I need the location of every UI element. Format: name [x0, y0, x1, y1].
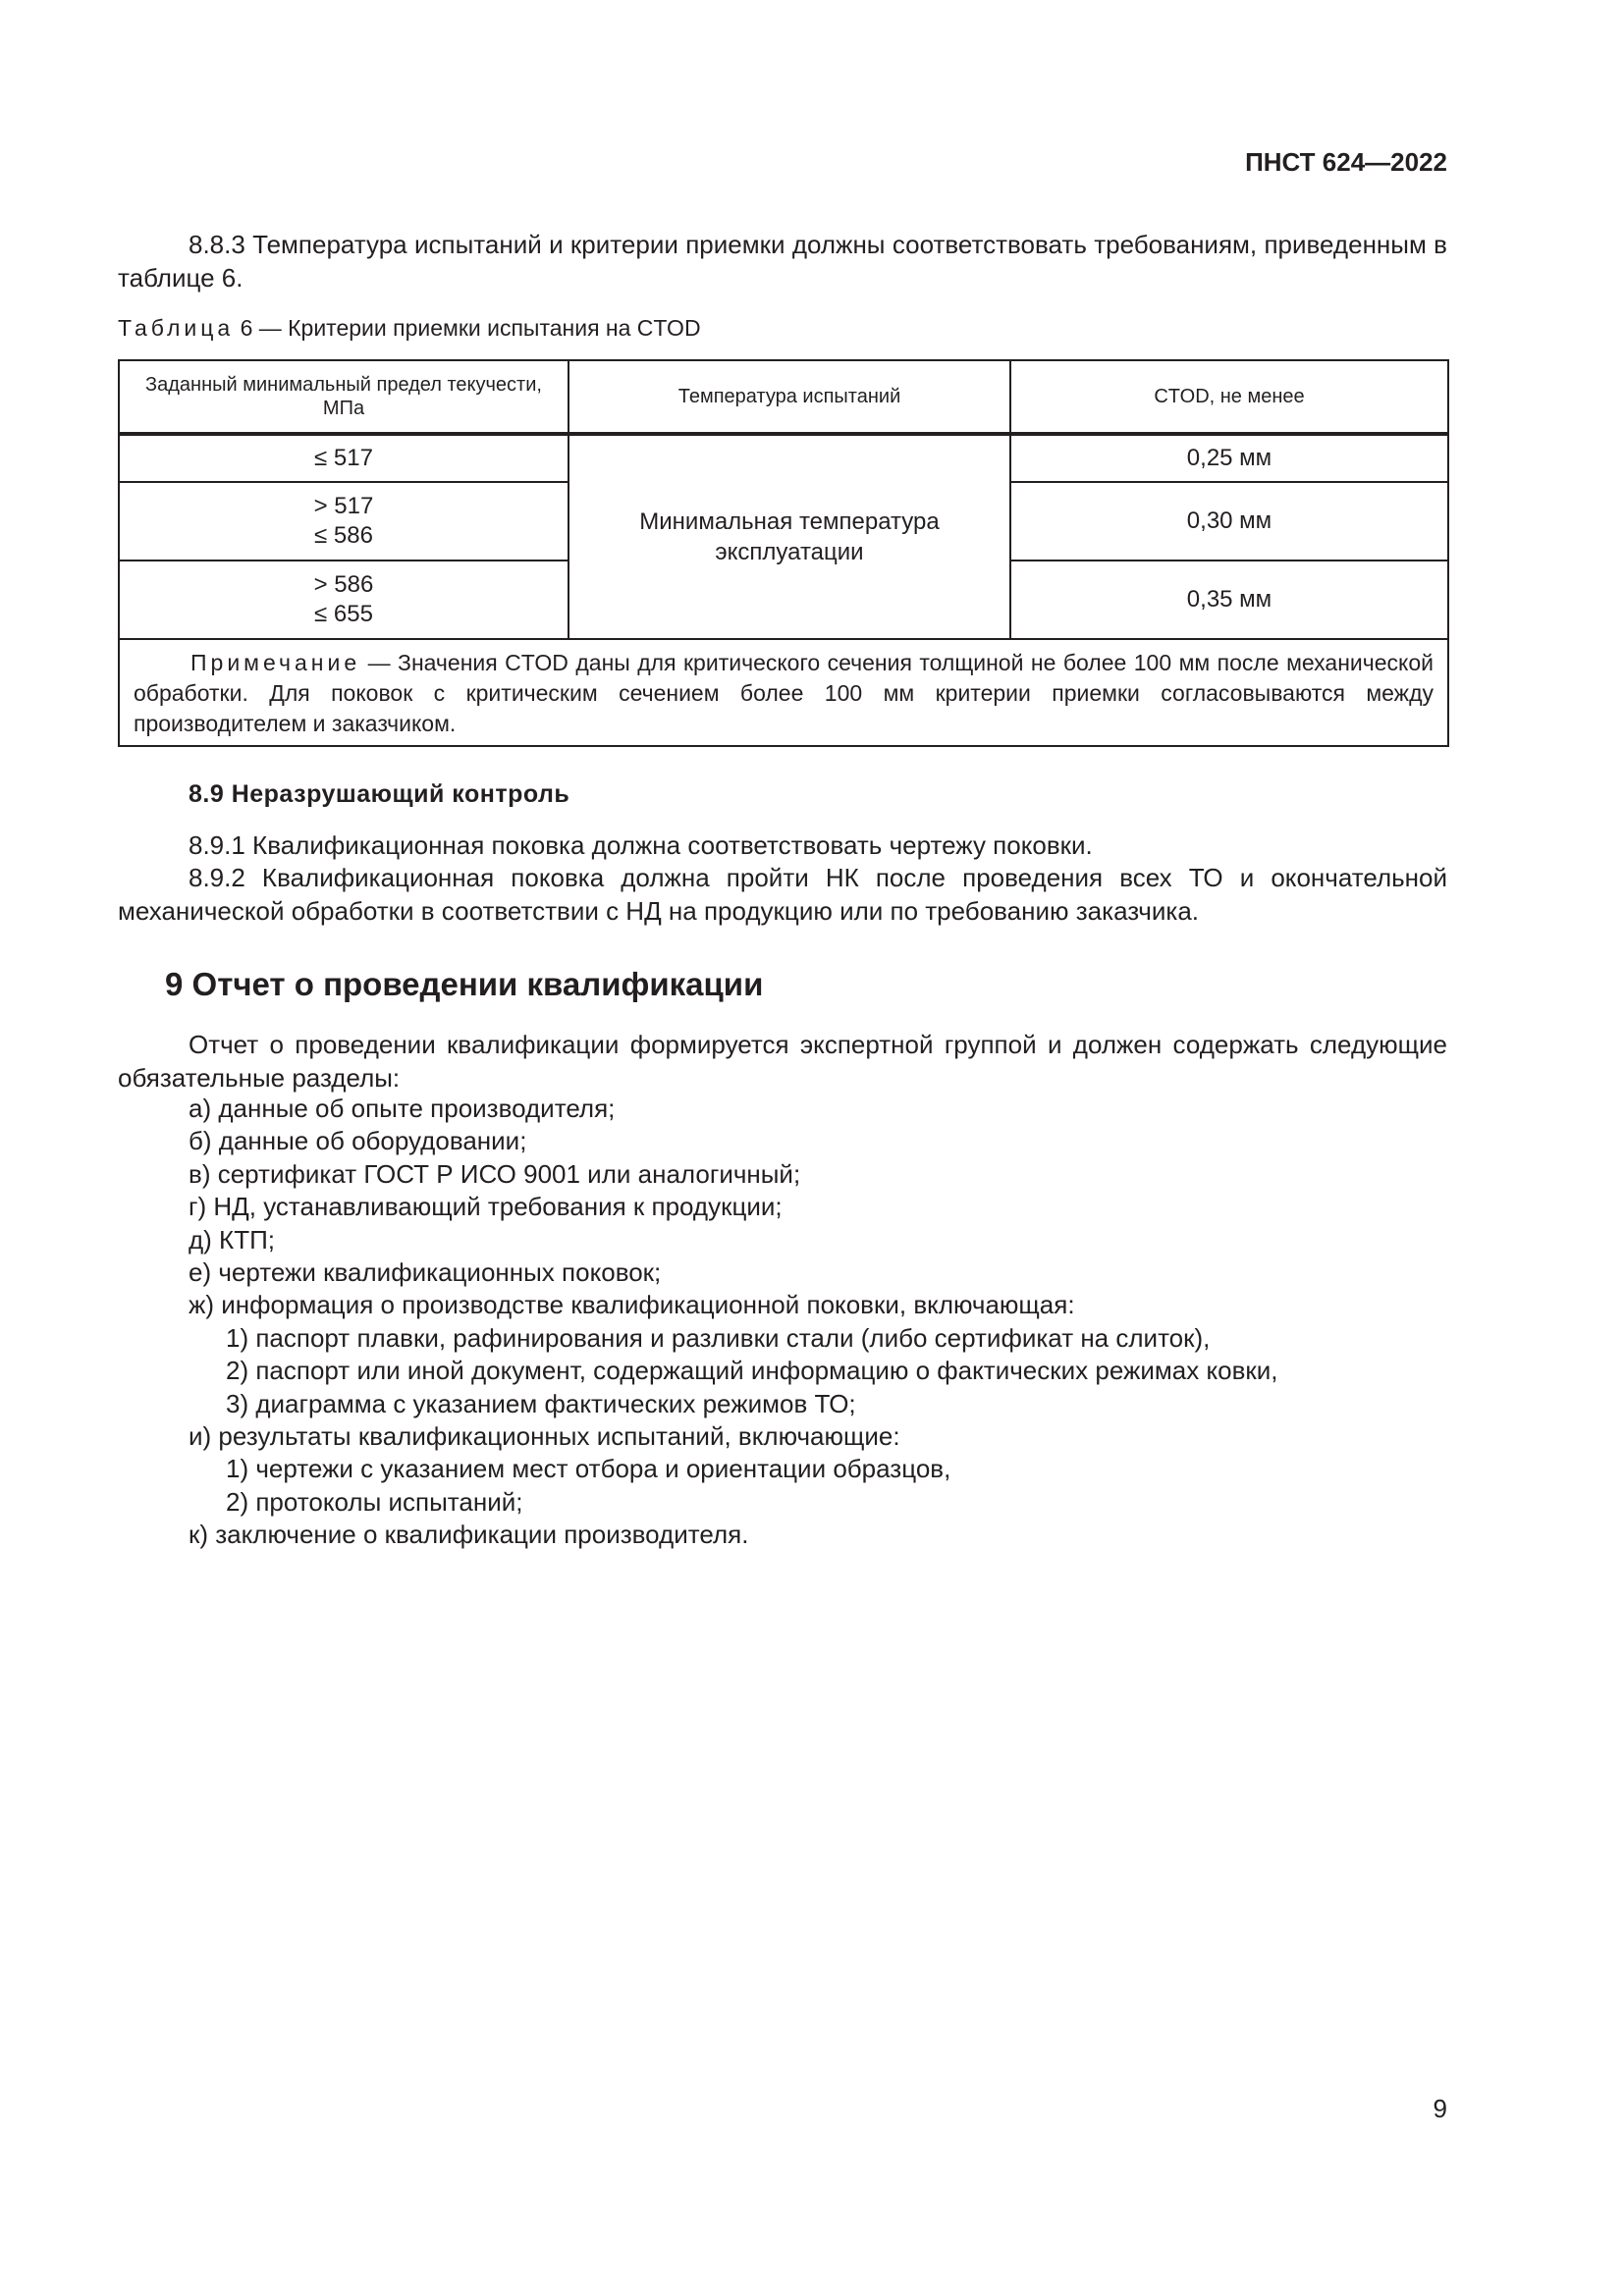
report-sections-list	[189, 1093, 1278, 1552]
table-caption-title: 6 — Критерии приемки испытания на CTOD	[240, 315, 701, 341]
header-ctod: CTOD, не менее	[1010, 360, 1448, 433]
header-test-temperature: Температура испытаний	[568, 360, 1010, 433]
list-subitem: 3) диаграмма с указанием фактических режимов ТО;	[226, 1388, 856, 1418]
list-item: е) чертежи квалификационных поковок;	[189, 1257, 662, 1288]
section-heading-8-9: 8.9 Неразрушающий контроль	[189, 780, 570, 808]
cell-ctod-value: 0,35 мм	[1010, 561, 1448, 639]
cell-limit-line: > 586	[313, 571, 374, 598]
table-caption-label: Таблица	[118, 315, 235, 341]
table-note	[119, 639, 1448, 746]
paragraph-9-intro: Отчет о проведении квалификации формируется экспертной группой и должен содержать следующие обязательные разделы:	[118, 1030, 1447, 1093]
note-label: Примечание	[190, 650, 361, 675]
cell-temperature: Минимальная температура эксплуатации	[568, 435, 1010, 639]
list-item: и) результаты квалификационных испытаний, включающие:	[189, 1421, 900, 1452]
note-text: — Значения CTOD даны для критического сечения толщиной не более 100 мм после механической обработки. Для поковок с критическим сечением более 100 мм критерии приемки согласовываются между производителем и заказчиком.	[134, 650, 1434, 736]
list-item: д) КТП;	[189, 1224, 275, 1255]
cell-limit: ≤ 517	[119, 435, 568, 482]
table-row	[119, 435, 1448, 482]
paragraph-8-9-1: 8.9.1 Квалификационная поковка должна соответствовать чертежу поковки.	[189, 830, 1093, 860]
cell-limit	[119, 561, 568, 639]
cell-limit-line: ≤ 586	[314, 522, 373, 549]
list-item: к) заключение о квалификации производителя.	[189, 1520, 749, 1550]
cell-ctod-value: 0,25 мм	[1010, 435, 1448, 482]
list-subitem: 1) паспорт плавки, рафинирования и разливки стали (либо сертификат на слиток),	[226, 1322, 1211, 1353]
document-code: ПНСТ 624—2022	[1245, 147, 1447, 177]
cell-limit	[119, 482, 568, 561]
list-subitem: 2) паспорт или иной документ, содержащий информацию о фактических режимах ковки,	[226, 1356, 1278, 1386]
paragraph-8-8-3: 8.8.3 Температура испытаний и критерии приемки должны соответствовать требованиям, приведенным в таблице 6.	[118, 230, 1447, 293]
list-item: в) сертификат ГОСТ Р ИСО 9001 или аналогичный;	[189, 1158, 801, 1189]
list-item: г) НД, устанавливающий требования к продукции;	[189, 1192, 783, 1222]
list-item: а) данные об опыте производителя;	[189, 1094, 616, 1123]
table-6	[118, 359, 1447, 747]
page-number: 9	[1433, 2094, 1447, 2123]
cell-limit-line: ≤ 655	[314, 601, 373, 627]
header-yield-strength: Заданный минимальный предел текучести, МПа	[119, 360, 568, 433]
cell-ctod-value: 0,30 мм	[1010, 482, 1448, 561]
list-subitem: 2) протоколы испытаний;	[226, 1486, 523, 1517]
list-subitem: 1) чертежи с указанием мест отбора и ориентации образцов,	[226, 1454, 951, 1484]
cell-limit-line: > 517	[313, 493, 374, 519]
list-item: ж) информация о производстве квалификационной поковки, включающая:	[189, 1290, 1075, 1320]
table-caption	[118, 315, 701, 342]
list-item: б) данные об оборудовании;	[189, 1126, 527, 1156]
section-heading-9: 9 Отчет о проведении квалификации	[165, 966, 764, 1002]
table-note-row	[119, 639, 1448, 746]
paragraph-8-9-2: 8.9.2 Квалификационная поковка должна пройти НК после проведения всех ТО и окончательной механической обработки в соответствии с НД на продукцию или по требованию заказчика.	[118, 863, 1447, 926]
